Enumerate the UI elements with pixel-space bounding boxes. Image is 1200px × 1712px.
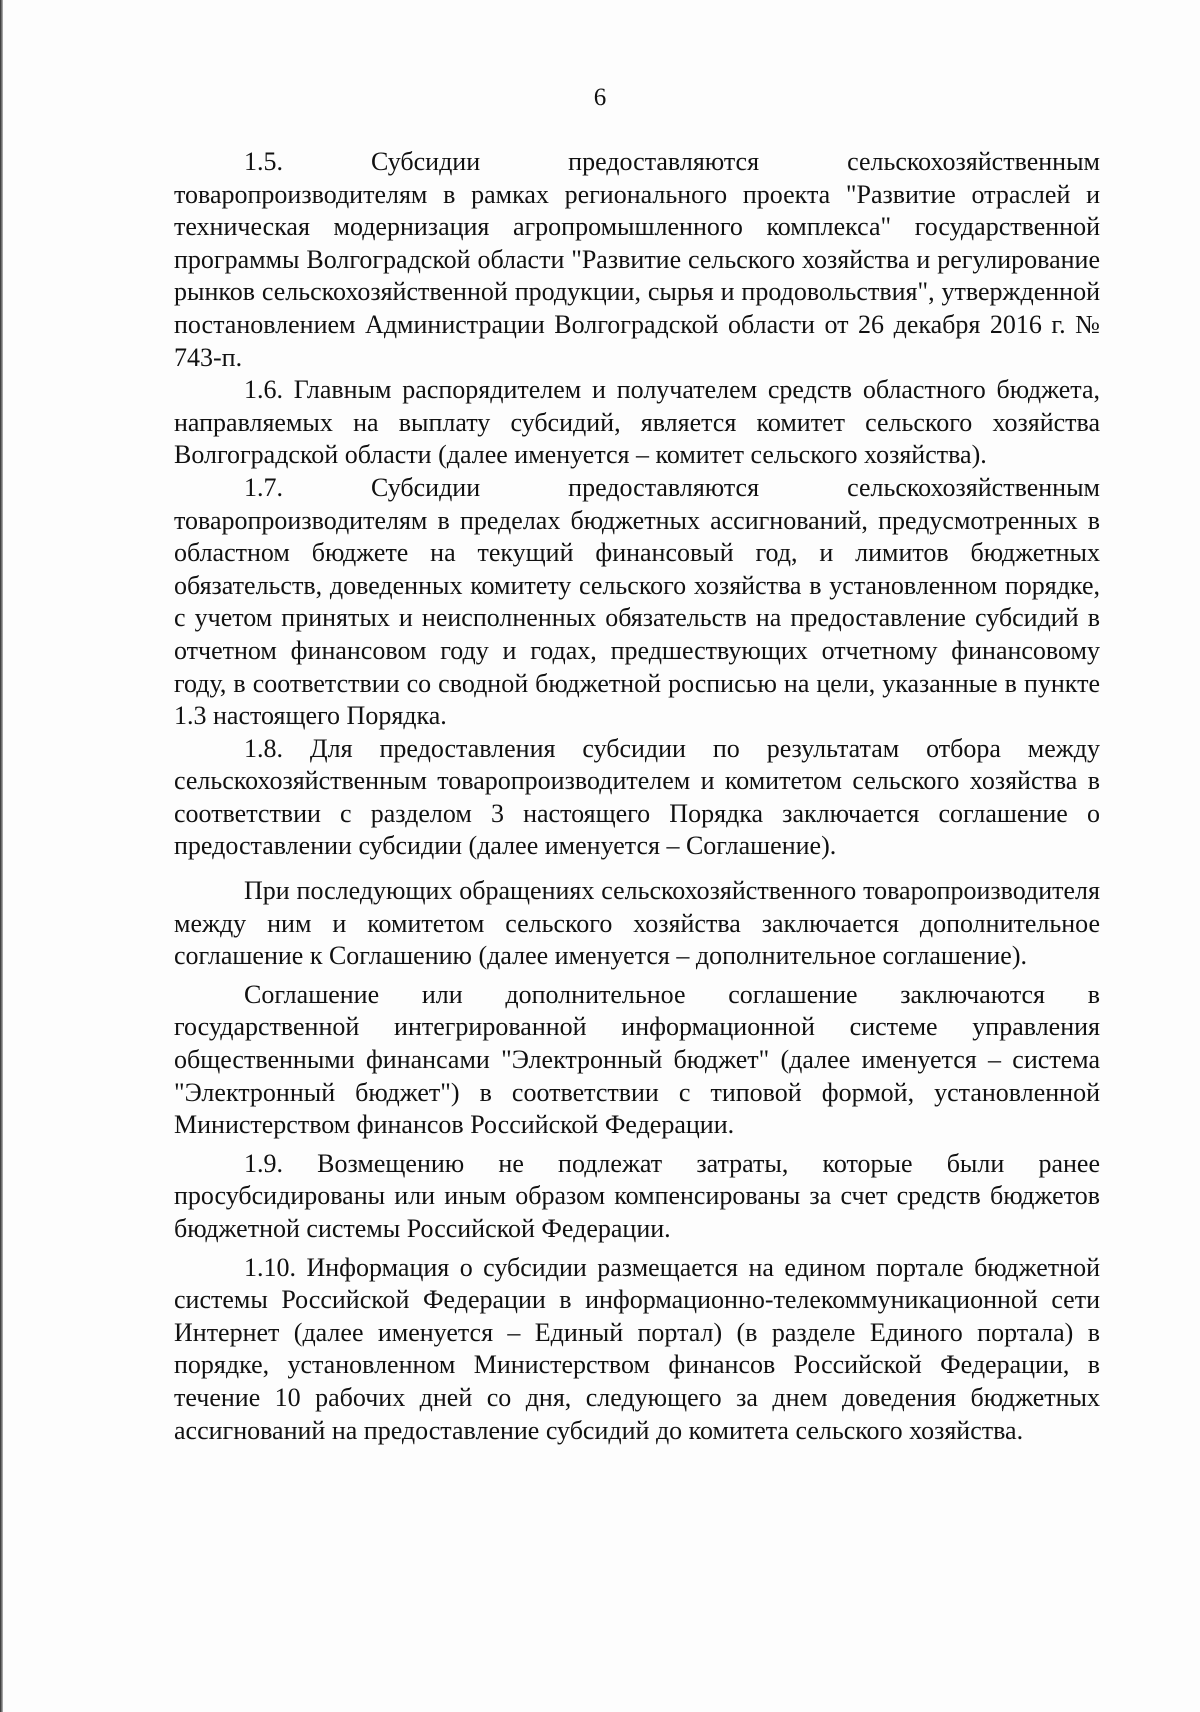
paragraph-1-10: 1.10. Информация о субсидии размещается на едином портале бюджетной системы Российской Федерации в информационно-телекоммуникационной сети Интернет (далее именуется – Единый портал) (в разделе Единого портала) в порядке, установленном Министерством финансов Российской Федерации, в течение 10 рабочих дней со дня, следующего за днем доведения бюджетных ассигнований на предоставление субсидий до комитета сельского хозяйства. [174, 1252, 1100, 1445]
page-number: 6 [593, 84, 607, 111]
paragraph-1-5: 1.5. Субсидии предоставляются сельскохозяйственным товаропроизводителям в рамках регионального проекта "Развитие отраслей и техническая модернизация агропромышленного комплекса" государственной программы Волгоградской области "Развитие сельского хозяйства и регулирование рынков сельскохозяйственной продукции, сырья и продовольствия", утвержденной постановлением Администрации Волгоградской области от 26 декабря 2016 г. № 743-п. [174, 147, 1100, 372]
paragraph-1-7: 1.7. Субсидии предоставляются сельскохозяйственным товаропроизводителям в пределах бюджетных ассигнований, предусмотренных в областном бюджете на текущий финансовый год, и лимитов бюджетных обязательств, доведенных комитету сельского хозяйства в установленном порядке, с учетом принятых и неисполненных обязательств на предоставление субсидий в отчетном финансовом году и годах, предшествующих отчетному финансовому году, в соответствии со сводной бюджетной росписью на цели, указанные в пункте 1.3 настоящего Порядка. [174, 472, 1100, 731]
document-body [174, 146, 1100, 1447]
paragraph-additional-agreement: При последующих обращениях сельскохозяйственного товаропроизводителя между ним и комитетом сельского хозяйства заключается дополнительное соглашение к Соглашению (далее именуется – дополнительное соглашение). [174, 876, 1100, 971]
paragraph-1-8: 1.8. Для предоставления субсидии по результатам отбора между сельскохозяйственным товаропроизводителем и комитетом сельского хозяйства в соответствии с разделом 3 настоящего Порядка заключается соглашение о предоставлении субсидии (далее именуется – Соглашение). [174, 733, 1100, 861]
scan-edge [0, 0, 3, 1712]
paragraph-electronic-budget: Соглашение или дополнительное соглашение заключаются в государственной интегрированной информационной системе управления общественными финансами "Электронный бюджет" (далее именуется – система "Электронный бюджет") в соответствии с типовой формой, установленной Министерством финансов Российской Федерации. [174, 979, 1100, 1140]
paragraph-1-9: 1.9. Возмещению не подлежат затраты, которые были ранее просубсидированы или иным образом компенсированы за счет средств бюджетов бюджетной системы Российской Федерации. [174, 1148, 1100, 1243]
paragraph-1-6: 1.6. Главным распорядителем и получателем средств областного бюджета, направляемых на выплату субсидий, является комитет сельского хозяйства Волгоградской области (далее именуется – комитет сельского хозяйства). [174, 375, 1100, 470]
